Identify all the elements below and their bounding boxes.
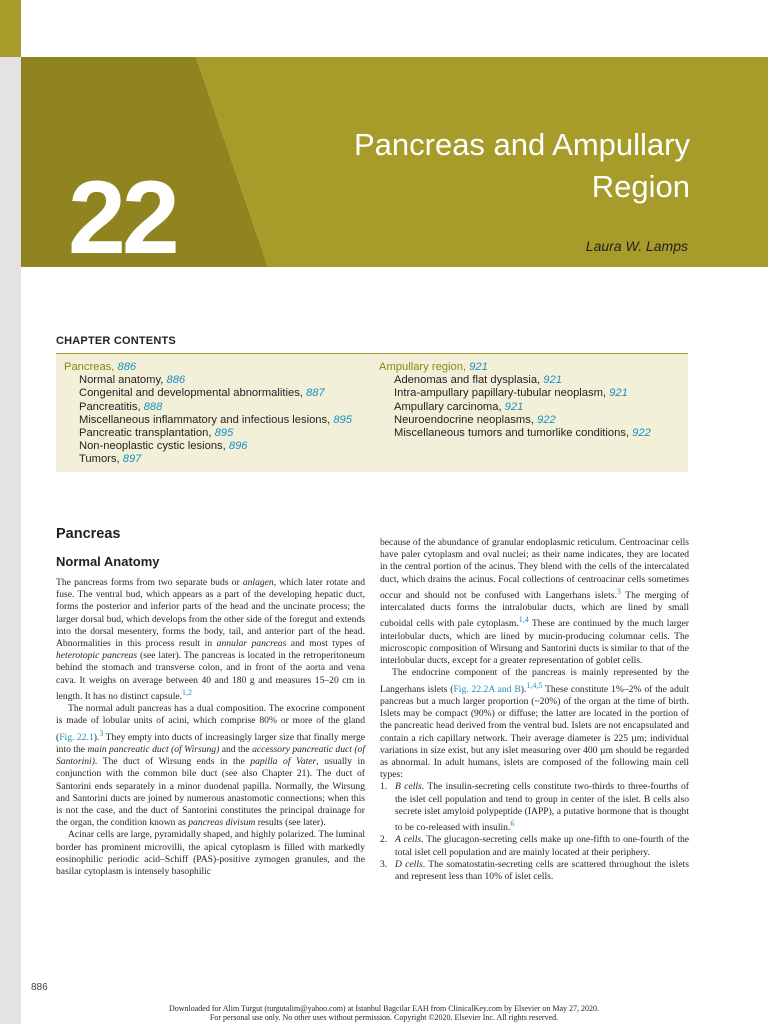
text: The pancreas forms from two separate buds or — [56, 577, 243, 588]
toc-item-label: Pancreatitis, — [79, 400, 141, 413]
reference-link[interactable]: 3 — [616, 586, 621, 596]
toc-item-label: Pancreatic transplantation, — [79, 427, 212, 440]
body-column-right — [380, 537, 689, 883]
italic-term: heterotopic pancreas — [56, 650, 138, 662]
toc-item-label: Intra-ampullary papillary-tubular neoplasm, — [394, 387, 607, 400]
toc-item[interactable] — [64, 427, 352, 440]
contents-label: CHAPTER CONTENTS — [56, 335, 176, 347]
list-number: 3. — [380, 858, 388, 870]
italic-term: pancreas divisum — [188, 817, 256, 829]
toc-column-right — [379, 361, 651, 440]
toc-item[interactable] — [379, 414, 651, 427]
chapter-author: Laura W. Lamps — [585, 238, 688, 254]
paragraph — [380, 667, 689, 781]
reference-link[interactable]: 1,2 — [182, 687, 193, 697]
text: The endocrine component of the pancreas is mainly represented by the Langerhans islets ( — [380, 667, 689, 695]
toc-item[interactable] — [64, 374, 352, 387]
reference-link[interactable]: 1,4,5 — [526, 680, 543, 690]
list-number: 1. — [380, 781, 388, 793]
text: ). — [520, 683, 527, 695]
chapter-title — [270, 124, 690, 208]
reference-link[interactable]: 3 — [99, 728, 104, 738]
toc-page: 921 — [504, 400, 524, 413]
text: The merging of intercalated ducts forms the intralobular ducts, which are lined by small cuboidal cells with pale cytoplasm. — [380, 590, 689, 630]
toc-page: 886 — [166, 374, 186, 387]
toc-page: 921 — [469, 361, 488, 373]
toc-column-left — [64, 361, 352, 467]
footer-copyright: For personal use only. No other uses without permission. Copyright ©2020. Elsevier Inc. All rights reserved. — [209, 1013, 559, 1022]
text: . The insulin-secreting cells constitute two-thirds to three-fourths of the islet cell population and tend to group in center of the islet. B cells also secrete islet amyloid polypeptide (IAPP), a putative hormone that is thought to be co-released with insulin. — [395, 781, 690, 834]
toc-page: 887 — [306, 387, 325, 400]
cell-type-list — [380, 781, 689, 883]
toc-item[interactable] — [64, 440, 352, 453]
section-heading: Pancreas — [56, 526, 121, 542]
italic-term: main pancreatic duct (of Wirsung) — [87, 744, 220, 756]
toc-item-label: Adenomas and flat dysplasia, — [394, 374, 541, 387]
toc-page: 922 — [537, 413, 556, 426]
toc-item-label: Normal anatomy, — [79, 374, 164, 387]
toc-head-ampullary[interactable] — [379, 361, 651, 374]
text: ). — [93, 731, 100, 743]
text: and the — [219, 744, 253, 756]
paragraph: Acinar cells are large, pyramidally shaped, and highly polarized. The luminal border has prominent microvilli, the apical cytoplasm is filled with markedly eosinophilic periodic acid–Schiff (PAS)-positive zymogen granules, and the basilar cytoplasm is intensely basophilic — [56, 829, 365, 878]
text: because of the abundance of granular endoplasmic reticulum. Centroacinar cells have paler cytoplasm and oval nuclei; as their name indicates, they are located in the central portion of the acinus. They blend with the cells of the intercalated duct, which drains the acinus. Focal collections of centroacinar cells sometimes occur and should not be confused with Langerhans islets. — [380, 537, 689, 601]
list-item — [380, 859, 689, 883]
toc-item[interactable] — [64, 414, 352, 427]
italic-term: anlagen — [242, 577, 274, 588]
chapter-number: 22 — [68, 160, 176, 276]
text: , which later rotate and fuse. The ventral bud, which appears as a part of the developing hepatic duct, forms the posterior and inferior parts of the head and the uncinate process; the larger dorsal bud, which develops from the other side of the foregut and extends into the dorsal mesentery, forms the body, tail, and anterior part of the head. Abnormalities in this process result in — [56, 577, 365, 650]
toc-page: 921 — [609, 387, 628, 400]
subsection-heading: Normal Anatomy — [56, 554, 160, 569]
figure-link[interactable]: Fig. 22.1 — [59, 731, 94, 743]
toc-item-label: Congenital and developmental abnormalities, — [79, 387, 303, 400]
toc-page: 888 — [143, 400, 163, 413]
toc-item[interactable] — [379, 374, 651, 387]
paragraph — [56, 577, 365, 703]
text: and most types of — [286, 638, 365, 650]
page-number: 886 — [31, 982, 48, 993]
contents-box — [56, 353, 688, 472]
text: . The somatostatin-secreting cells are scattered throughout the islets and represent less than 10% of islet cells. — [395, 858, 689, 883]
list-item — [380, 834, 689, 858]
italic-term: accessory pancreatic duct (of Santorini) — [56, 744, 365, 768]
toc-item-label: Miscellaneous tumors and tumorlike conditions, — [394, 427, 630, 440]
italic-term: papilla of Vater — [250, 756, 317, 768]
toc-item[interactable] — [379, 401, 651, 414]
text: They empty into ducts of increasingly larger size that finally merge into the — [56, 731, 365, 756]
toc-item[interactable] — [64, 401, 352, 414]
corner-tab — [0, 0, 21, 57]
paragraph — [380, 537, 689, 667]
toc-item-label: Non-neoplastic cystic lesions, — [79, 440, 226, 453]
list-number: 2. — [380, 834, 388, 846]
list-item — [380, 781, 689, 834]
left-gutter — [0, 57, 21, 1024]
text: These are continued by the much larger interlobular ducts, which are lined by mucin-producing columnar cells. The microscopic composition of Wirsung and Santorini ducts is similar to that of the interlobular ducts, except for a greater representation of goblet cells. — [380, 618, 690, 667]
text: , usually in conjunction with the common bile duct (see also Chapter 21). The duct of Santorini ends separately in a minor duodenal papilla. Normally, the Wirsung and Santorini ducts are joined by numerous anastomotic connections; when this is not the case, and the duct of Santorini constitutes the principal drainage for the organ, the condition known as — [56, 756, 365, 829]
body-column-left — [56, 577, 365, 878]
toc-page: 896 — [228, 440, 248, 453]
toc-item[interactable] — [64, 453, 352, 466]
figure-link[interactable]: Fig. 22.2A and B — [453, 683, 521, 695]
italic-term: annular pancreas — [216, 638, 287, 650]
toc-item[interactable] — [379, 427, 651, 440]
toc-head-label: Pancreas, — [64, 361, 115, 373]
toc-page: 886 — [117, 361, 137, 373]
toc-item-label: Miscellaneous inflammatory and infectious lesions, — [79, 413, 331, 426]
italic-term: A cells — [395, 834, 422, 846]
toc-item-label: Ampullary carcinoma, — [394, 400, 502, 413]
text: (see later). The pancreas is located in the retroperitoneum behind the stomach and transverse colon, and in front of the aorta and vena cava. It weighs on average between 40 and 180 g and measures 15–20 cm in length. It has no distinct capsule. — [56, 650, 365, 703]
toc-item[interactable] — [64, 387, 352, 400]
toc-page: 895 — [333, 413, 352, 426]
text: . The duct of Wirsung ends in the — [94, 756, 251, 768]
text: . The glucagon-secreting cells make up one-fifth to one-fourth of the total islet cell population and are mainly located at their periphery. — [395, 834, 689, 858]
chapter-title-line2: Region — [591, 169, 690, 204]
toc-page: 922 — [632, 427, 651, 440]
footer-download-notice: Downloaded for Alim Turgut (turgutalim@yahoo.com) at Istanbul Bagcilar EAH from ClinicalKey.com by Elsevier on May 27, 2020. — [168, 1004, 600, 1013]
toc-head-label: Ampullary region, — [379, 361, 467, 373]
toc-page: 897 — [122, 453, 142, 466]
text: These constitute 1%–2% of the adult pancreas but a much larger proportion (~20%) of the organ at the time of birth. Islets may be compact (90%) or diffuse; the latter are located in the portion of the pancreatic head derived from the ventral bud. Islets are not encapsulated and contain a rich capillary network. Their average diameter is 225 µm; individual variations in size exist, but any islet measuring over 400 µm should be regarded as abnormal. In adult humans, islets are composed of the following main cell types: — [380, 683, 689, 781]
toc-item-label: Neuroendocrine neoplasms, — [394, 413, 534, 426]
reference-link[interactable]: 6 — [510, 819, 515, 829]
toc-page: 921 — [543, 374, 562, 387]
text: The normal adult pancreas has a dual composition. The exocrine component is made of lobular units of acini, which comprise 80% or more of the gland ( — [56, 703, 365, 743]
chapter-title-line1: Pancreas and Ampullary — [353, 127, 690, 162]
italic-term: B cells — [395, 781, 422, 793]
toc-head-pancreas[interactable] — [64, 361, 352, 374]
toc-item-label: Tumors, — [79, 453, 120, 466]
reference-link[interactable]: 1,4 — [518, 615, 529, 625]
paragraph — [56, 703, 365, 829]
text: results (see later). — [255, 817, 326, 829]
toc-page: 895 — [214, 427, 234, 440]
italic-term: D cells — [395, 858, 423, 870]
toc-item[interactable] — [379, 387, 651, 400]
